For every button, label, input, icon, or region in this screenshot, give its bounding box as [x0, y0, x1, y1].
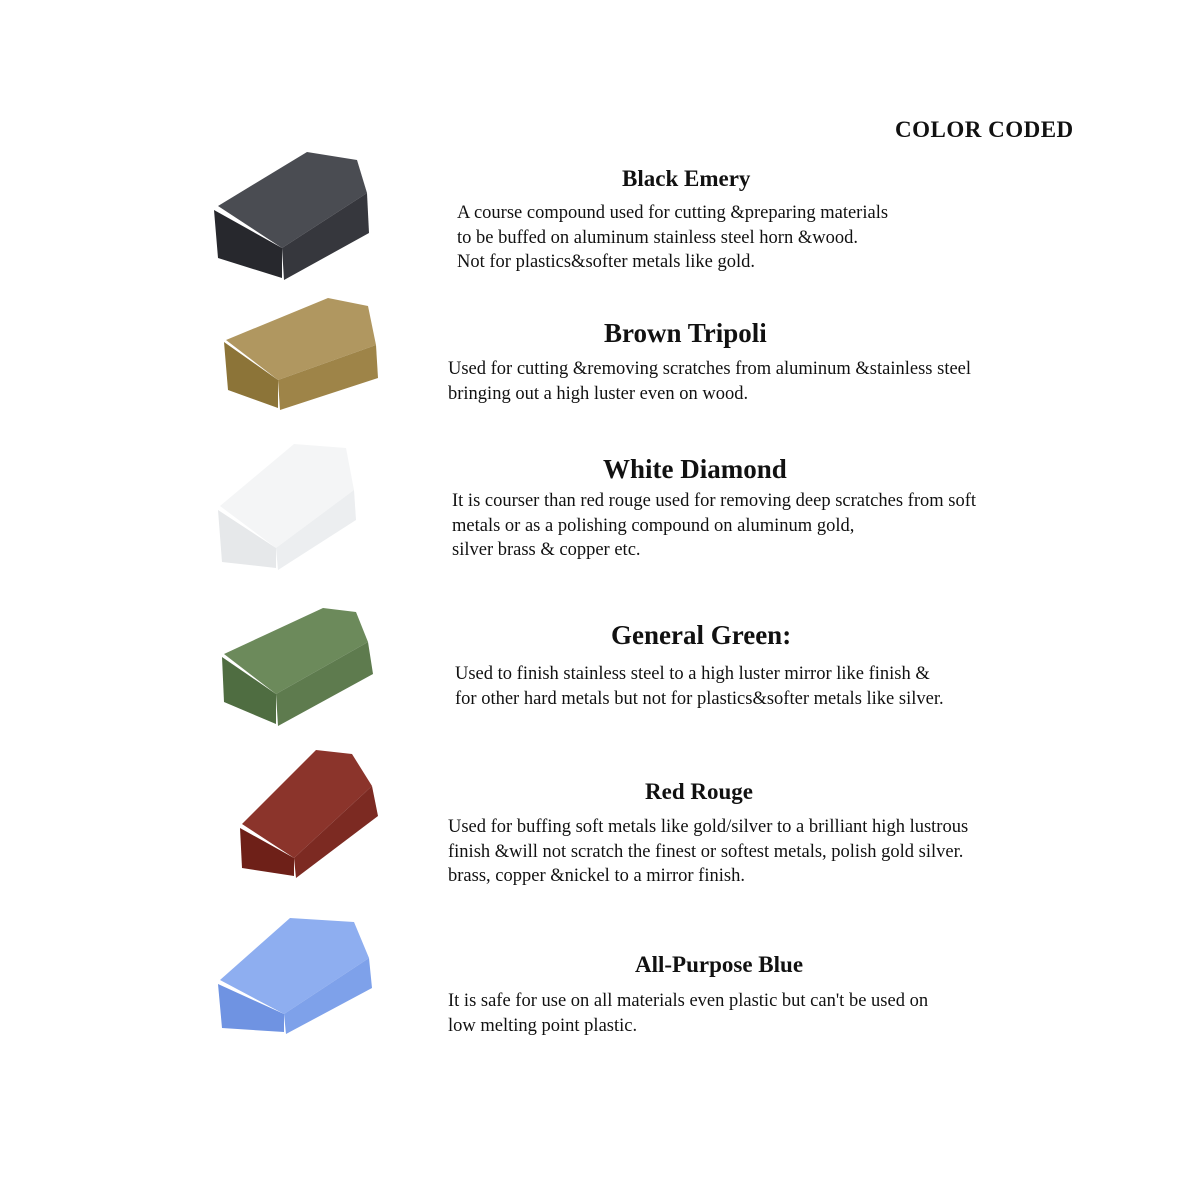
black-emery-title: Black Emery — [622, 166, 751, 191]
description-line: Used for buffing soft metals like gold/silver to a brilliant high lustrous — [448, 817, 969, 837]
general-green-title: General Green: — [611, 620, 792, 650]
red-rouge-description — [448, 815, 968, 889]
white-diamond-description — [452, 489, 976, 563]
description-line: Used to finish stainless steel to a high luster mirror like finish & — [455, 664, 930, 684]
description-line: Not for plastics&softer metals like gold. — [457, 252, 755, 272]
description-line: It is safe for use on all materials even plastic but can't be used on — [448, 991, 929, 1011]
description-line: low melting point plastic. — [448, 1015, 638, 1036]
white-diamond-title: White Diamond — [603, 454, 787, 484]
description-line: finish &will not scratch the finest or softest metals, polish gold silver. — [448, 841, 964, 862]
all-purpose-blue-title: All-Purpose Blue — [635, 952, 804, 977]
description-line: for other hard metals but not for plastics&softer metals like silver. — [455, 688, 944, 709]
description-line: to be buffed on aluminum stainless steel horn &wood. — [457, 227, 858, 248]
description-line: A course compound used for cutting &preparing materials — [457, 203, 889, 223]
description-line: brass, copper &nickel to a mirror finish. — [448, 866, 745, 886]
page-header: COLOR CODED — [895, 117, 1074, 142]
general-green-bar-image — [218, 602, 378, 732]
black-emery-bar-image — [212, 148, 377, 283]
red-rouge-bar-image — [236, 746, 386, 881]
description-line: Used for cutting &removing scratches from aluminum &stainless steel — [448, 359, 972, 379]
description-line: It is courser than red rouge used for removing deep scratches from soft — [452, 491, 976, 511]
brown-tripoli-title: Brown Tripoli — [604, 318, 767, 348]
black-emery-description — [457, 201, 888, 275]
description-line: silver brass & copper etc. — [452, 540, 641, 560]
description-line: bringing out a high luster even on wood. — [448, 383, 749, 404]
general-green-description — [455, 662, 944, 711]
description-line: metals or as a polishing compound on aluminum gold, — [452, 515, 855, 536]
brown-tripoli-description — [448, 357, 971, 406]
brown-tripoli-bar-image — [218, 290, 383, 420]
all-purpose-blue-bar-image — [214, 910, 379, 1035]
all-purpose-blue-description — [448, 989, 928, 1038]
white-diamond-bar-image — [214, 438, 364, 573]
red-rouge-title: Red Rouge — [645, 779, 753, 804]
